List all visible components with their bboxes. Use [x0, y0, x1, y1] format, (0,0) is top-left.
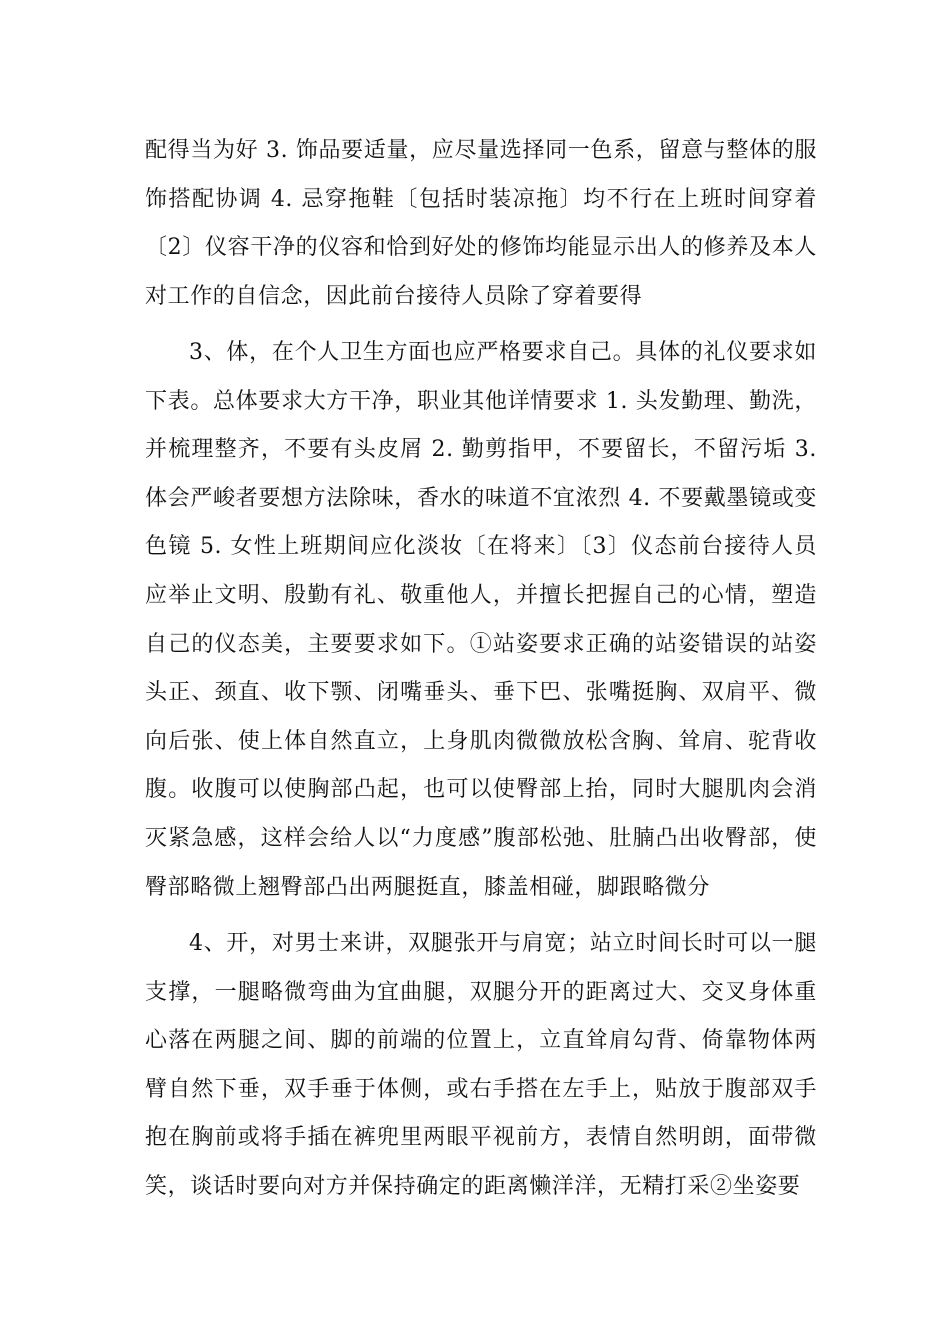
paragraph-text: 3、体，在个人卫生方面也应严格要求自己。具体的礼仪要求如下表。总体要求大方干净，职业其他详情要求 1. 头发勤理、勤洗，并梳理整齐，不要有头皮屑 2. 勤剪指甲，不要留长，不留污垢 3. 体会严峻者要想方法除味，香水的味道不宜浓烈 4. 不要戴墨镜或变色镜 5. 女性上班期间应化淡妆〔在将来〕〔3〕仪态前台接待人员应举止文明、殷勤有礼、敬重他人，并擅长把握自己的心情，塑造自己的仪态美，主要要求如下。①站姿要求正确的站姿错误的站姿头正、颈直、收下颚、闭嘴垂头、垂下巴、张嘴挺胸、双肩平、微向后张、使上体自然直立，上身肌肉微微放松含胸、耸肩、驼背收腹。收腹可以使胸部凸起，也可以使臀部上抬，同时大腿肌肉会消灭紧急感，这样会给人以“力度感”腹部松弛、肚腩凸出收臀部，使臀部略微上翘臀部凸出两腿挺直，膝盖相碰，脚跟略微分: [145, 340, 825, 900]
paragraph-2: [145, 329, 825, 912]
paragraph-text: 配得当为好 3. 饰品要适量，应尽量选择同一色系，留意与整体的服饰搭配协调 4. 忌穿拖鞋〔包括时装凉拖〕均不行在上班时间穿着〔2〕仪容干净的仪容和恰到好处的修饰均能显示出人的修养及本人对工作的自信念，因此前台接待人员除了穿着要得: [145, 138, 817, 309]
paragraph-1: [145, 127, 817, 321]
paragraph-3: [145, 920, 817, 1212]
paragraph-text: 4、开，对男士来讲，双腿张开与肩宽；站立时间长时可以一腿支撑，一腿略微弯曲为宜曲腿，双腿分开的距离过大、交叉身体重心落在两腿之间、脚的前端的位置上，立直耸肩勾背、倚靠物体两臂自然下垂，双手垂于体侧，或右手搭在左手上，贴放于腹部双手抱在胸前或将手插在裤兜里两眼平视前方，表情自然明朗，面带微笑，谈话时要向对方并保持确定的距离懒洋洋，无精打采②坐姿要: [145, 931, 817, 1199]
